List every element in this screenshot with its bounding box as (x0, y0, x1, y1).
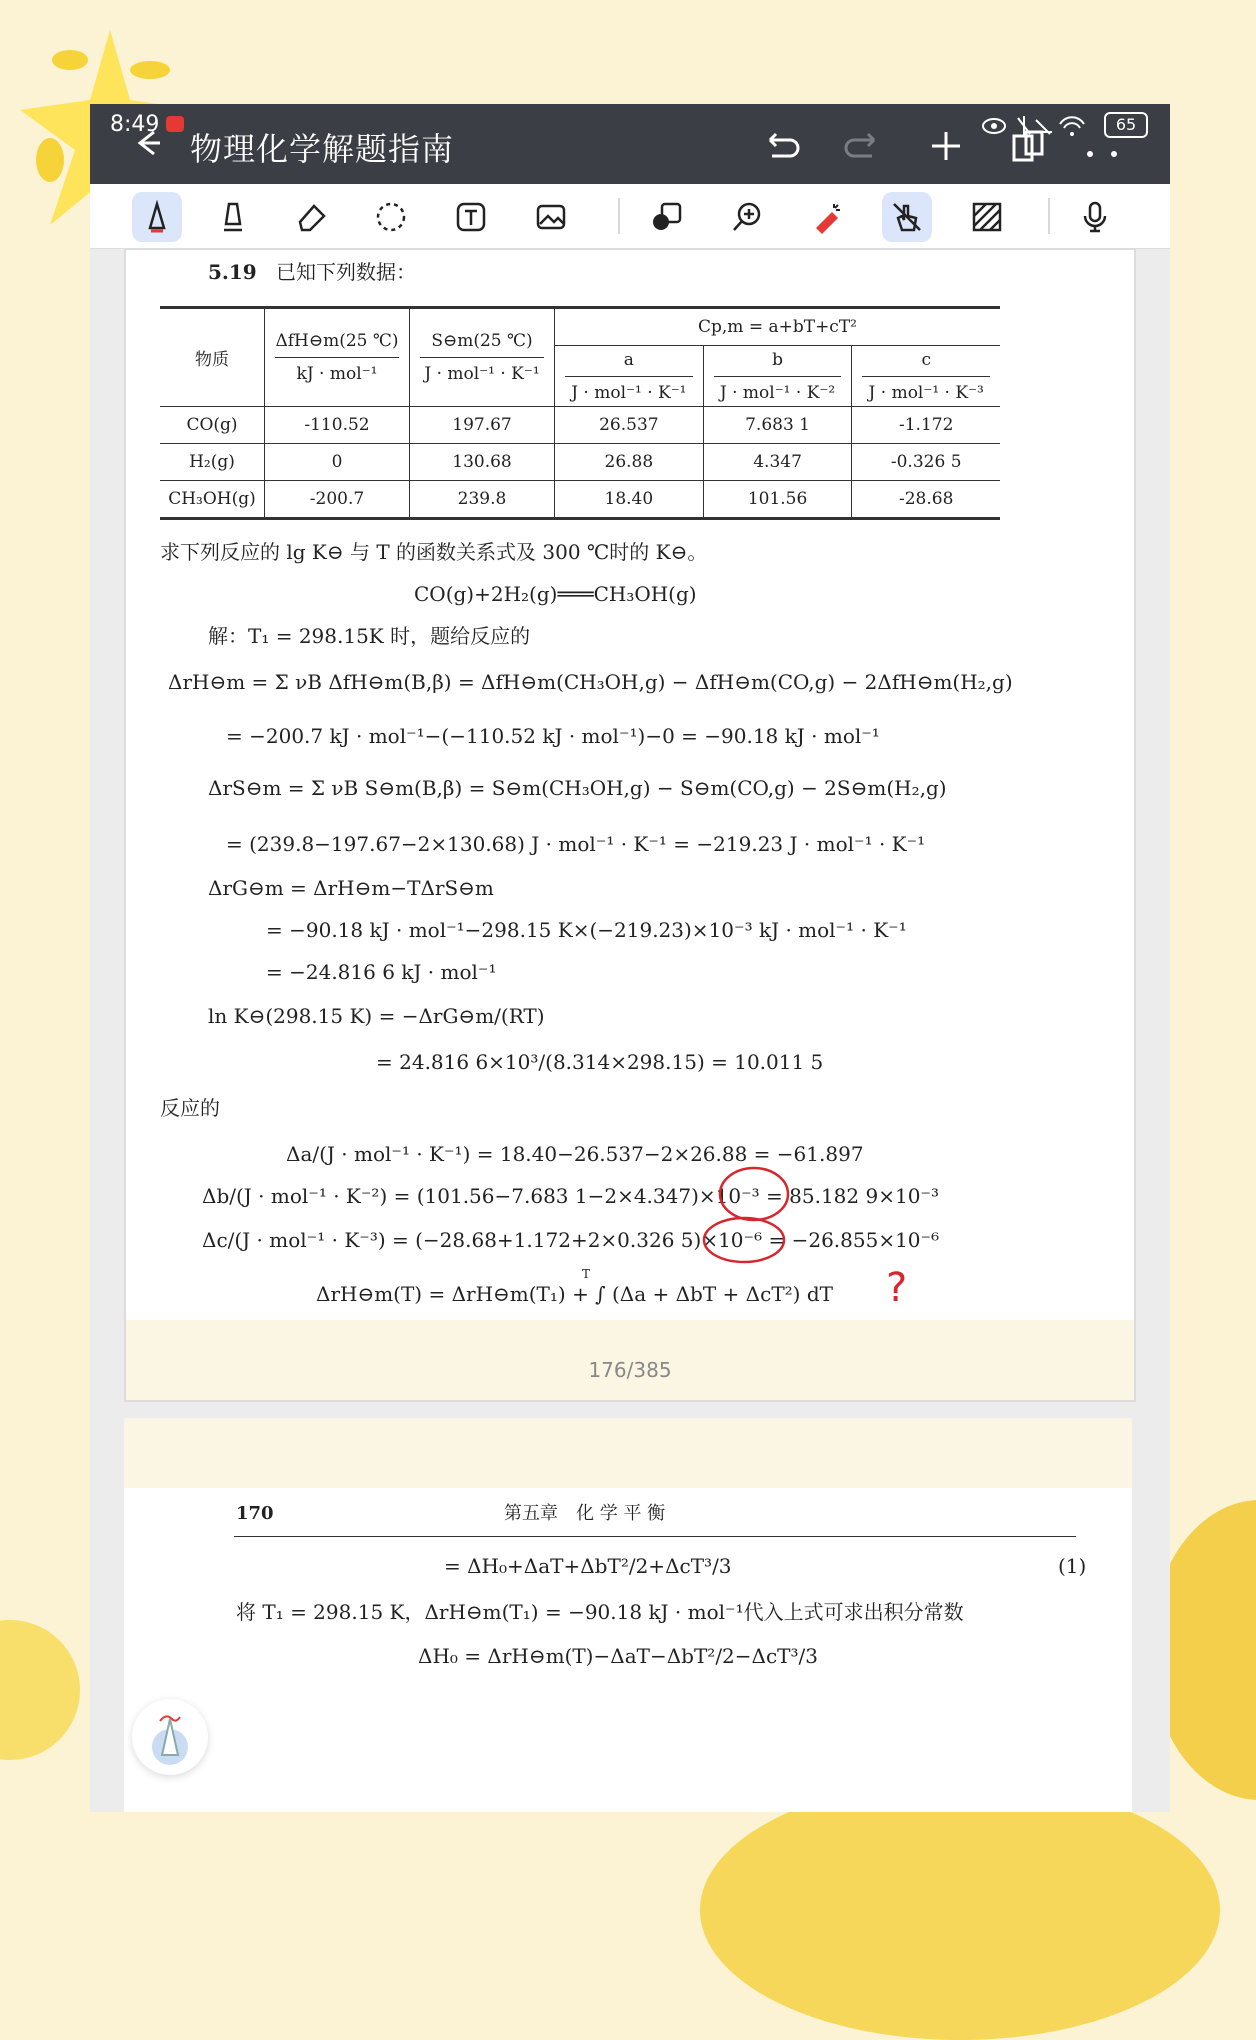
equation-line: = (239.8−197.67−2×130.68) J · mol⁻¹ · K⁻¹ = −219.23 J · mol⁻¹ · K⁻¹ (226, 832, 926, 856)
table-header: 物质 (160, 308, 265, 407)
handwritten-question-mark: ? (886, 1265, 908, 1311)
pen-tool[interactable] (132, 192, 182, 242)
table-row: CO(g) -110.52 197.67 26.537 7.683 1 -1.172 (160, 407, 1000, 444)
laser-tool[interactable] (802, 192, 852, 242)
title-bar (90, 104, 1170, 184)
shape-tool[interactable] (642, 192, 692, 242)
equation-line: Δa/(J · mol⁻¹ · K⁻¹) = 18.40−26.537−2×26.88 = −61.897 (286, 1142, 864, 1166)
equation-line: = 24.816 6×10³/(8.314×298.15) = 10.011 5 (376, 1050, 824, 1074)
equation-line: = −24.816 6 kJ · mol⁻¹ (266, 960, 497, 984)
page-top-margin (124, 1418, 1132, 1488)
finger-draw-tool[interactable] (882, 192, 932, 242)
undo-icon[interactable] (762, 126, 802, 166)
table-header: Cp,m = a+bT+cT² (555, 308, 1001, 346)
solution-intro: 解：T₁ = 298.15K 时，题给反应的 (208, 624, 531, 648)
chapter-title: 第五章 化 学 平 衡 (504, 1503, 666, 1524)
page-footer (126, 1320, 1134, 1400)
text-icon (454, 200, 488, 234)
equation-line: ΔH₀ = ΔrH⊖m(T)−ΔaT−ΔbT²/2−ΔcT³/3 (418, 1644, 818, 1668)
book-page-number: 170 (236, 1503, 274, 1524)
document-page[interactable] (124, 248, 1136, 1402)
problem-number: 5.19 (208, 260, 257, 284)
document-title: 物理化学解题指南 (190, 130, 455, 168)
equation-line: ΔrH⊖m(T) = ΔrH⊖m(T₁) + ∫ (Δa + ΔbT + ΔcT²) dT (316, 1282, 833, 1306)
text-line: 将 T₁ = 298.15 K，ΔrH⊖m(T₁) = −90.18 kJ · mol⁻¹代入上式可求出积分常数 (236, 1600, 964, 1624)
toolbar-divider (1048, 198, 1050, 234)
header-rule (234, 1536, 1076, 1537)
drawing-toolbar (90, 184, 1170, 249)
add-icon[interactable] (926, 126, 966, 166)
yellow-blob-decoration (0, 1620, 80, 1760)
highlighter-icon (216, 200, 250, 234)
yellow-blob-decoration (700, 1780, 1220, 2040)
equation-tag: (1) (1058, 1554, 1087, 1578)
table-header: a J · mol⁻¹ · K⁻¹ (555, 346, 704, 407)
app-screen (90, 104, 1170, 1812)
notification-badge (166, 116, 184, 132)
handwritten-annotations[interactable] (126, 250, 1134, 1350)
text-tool[interactable] (446, 192, 496, 242)
equation-line: ΔrS⊖m = Σ νB S⊖m(B,β) = S⊖m(CH₃OH,g) − S⊖m(CO,g) − 2S⊖m(H₂,g) (208, 776, 947, 800)
table-header: b J · mol⁻¹ · K⁻² (703, 346, 852, 407)
image-icon (534, 200, 568, 234)
status-time: 8:49 (110, 112, 160, 137)
toolbar-divider (618, 198, 620, 234)
shape-icon (650, 200, 684, 234)
laser-icon (810, 200, 844, 234)
equation-line: 反应的 (160, 1096, 220, 1120)
integral-upper-limit: T (582, 1267, 591, 1281)
highlighter-tool[interactable] (208, 192, 258, 242)
lasso-icon (374, 200, 408, 234)
table-row: CH₃OH(g) -200.7 239.8 18.40 101.56 -28.68 (160, 481, 1000, 519)
floating-pen-button[interactable] (132, 1699, 208, 1775)
equation-line: = −90.18 kJ · mol⁻¹−298.15 K×(−219.23)×10⁻³ kJ · mol⁻¹ · K⁻¹ (266, 918, 907, 942)
mic-tool[interactable] (1070, 192, 1120, 242)
table-row: H₂(g) 0 130.68 26.88 4.347 -0.326 5 (160, 444, 1000, 481)
pattern-icon (970, 200, 1004, 234)
pattern-tool[interactable] (962, 192, 1012, 242)
more-icon[interactable] (1082, 134, 1122, 174)
equation-line: ΔrH⊖m = Σ νB ΔfH⊖m(B,β) = ΔfH⊖m(CH₃OH,g) − ΔfH⊖m(CO,g) − 2ΔfH⊖m(H₂,g) (168, 670, 1013, 694)
lasso-tool[interactable] (366, 192, 416, 242)
table-header: S⊖m(25 ℃) J · mol⁻¹ · K⁻¹ (410, 308, 555, 407)
eraser-tool[interactable] (286, 192, 336, 242)
zoom-icon (730, 200, 764, 234)
redo-icon[interactable] (842, 126, 882, 166)
mic-icon (1078, 200, 1112, 234)
finger-icon (890, 200, 924, 234)
table-header: ΔfH⊖m(25 ℃) kJ · mol⁻¹ (265, 308, 410, 407)
status-icons (980, 112, 1090, 140)
battery-level: 65 (1104, 112, 1148, 138)
equation-line: Δc/(J · mol⁻¹ · K⁻³) = (−28.68+1.172+2×0.326 5)×10⁻⁶ = −26.855×10⁻⁶ (202, 1228, 940, 1252)
back-arrow-icon[interactable] (130, 126, 164, 160)
table-header: c J · mol⁻¹ · K⁻³ (852, 346, 1000, 407)
equation-line: = ΔH₀+ΔaT+ΔbT²/2+ΔcT³/3 (444, 1554, 732, 1578)
equation-line: ln K⊖(298.15 K) = −ΔrG⊖m/(RT) (208, 1004, 545, 1028)
image-tool[interactable] (526, 192, 576, 242)
pen-icon (140, 200, 174, 234)
document-page[interactable] (124, 1418, 1132, 1812)
question-text: 求下列反应的 lg K⊖ 与 T 的函数关系式及 300 ℃时的 K⊖。 (160, 540, 708, 564)
zoom-tool[interactable] (722, 192, 772, 242)
equation-line: Δb/(J · mol⁻¹ · K⁻²) = (101.56−7.683 1−2×4.347)×10⁻³ = 85.182 9×10⁻³ (202, 1184, 939, 1208)
page-indicator: 176/385 (588, 1358, 672, 1382)
pen-icon (132, 1699, 208, 1775)
problem-intro: 已知下列数据： (276, 260, 416, 284)
eraser-icon (294, 200, 328, 234)
reaction-equation: CO(g)+2H₂(g)═══CH₃OH(g) (414, 582, 697, 606)
equation-line: = −200.7 kJ · mol⁻¹−(−110.52 kJ · mol⁻¹)−0 = −90.18 kJ · mol⁻¹ (226, 724, 880, 748)
equation-line: ΔrG⊖m = ΔrH⊖m−TΔrS⊖m (208, 876, 494, 900)
